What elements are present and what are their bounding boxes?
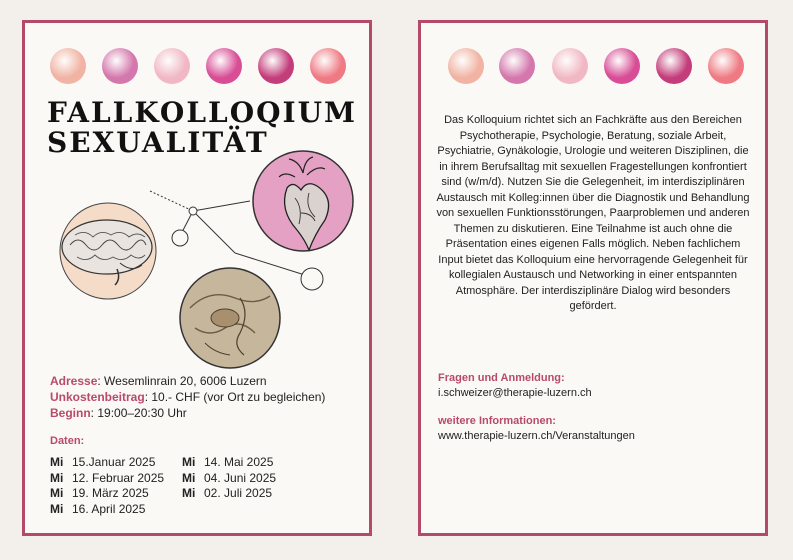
date-item: Mi 02. Juli 2025 bbox=[182, 486, 273, 500]
date-item: Mi 14. Mai 2025 bbox=[182, 455, 274, 469]
watercolor-dot bbox=[448, 48, 484, 84]
address-value: : Wesemlinrain 20, 6006 Luzern bbox=[97, 374, 267, 388]
title-line-2: SEXUALITÄT bbox=[47, 126, 269, 159]
watercolor-dot bbox=[656, 48, 692, 84]
anatomy-illustration bbox=[180, 268, 280, 368]
heart-illustration bbox=[253, 151, 353, 251]
watercolor-dot bbox=[552, 48, 588, 84]
watercolor-dot bbox=[604, 48, 640, 84]
fee-label: Unkostenbeitrag bbox=[50, 390, 145, 404]
fee-line bbox=[50, 389, 325, 405]
start-line bbox=[50, 405, 187, 421]
date-item: Mi 19. März 2025 bbox=[50, 486, 149, 500]
title-line-1: FALLKOLLOQIUM bbox=[47, 96, 357, 129]
contact-heading: Fragen und Anmeldung: bbox=[438, 372, 565, 384]
dates-heading: Daten: bbox=[50, 435, 85, 447]
brain-illustration bbox=[60, 203, 156, 299]
address-label: Adresse bbox=[50, 374, 98, 388]
dates-column-1 bbox=[50, 455, 164, 517]
flyer-back bbox=[418, 20, 768, 536]
contact-email[interactable]: i.schweizer@therapie-luzern.ch bbox=[438, 387, 592, 399]
more-info-link[interactable]: www.therapie-luzern.ch/Veranstaltungen bbox=[438, 430, 635, 442]
date-item: Mi 16. April 2025 bbox=[50, 501, 146, 516]
watercolor-dot bbox=[499, 48, 535, 84]
fee-value: : 10.- CHF (vor Ort zu begleichen) bbox=[144, 390, 326, 404]
date-item: Mi 12. Februar 2025 bbox=[50, 470, 165, 485]
date-item: Mi 04. Juni 2025 bbox=[182, 470, 277, 485]
address-line bbox=[50, 373, 267, 389]
decorative-dots bbox=[421, 48, 765, 88]
description-text: Das Kolloquium richtet sich an Fachkräfte aus den Bereichen Psychotherapie, Psychologie, Beratung, soziale Arbeit, Psychiatrie, Gynäkologie, Urologie und weiteren Disziplinen, die in ihrem Berufsalltag mit sexuellen Fragestellungen konfrontiert sind (w/m/d). Nutzen Sie die Gelegenheit, im interdisziplinären Austausch mit Kolleg:innen über die Diagnostik und Behandlung von sexuellen Funktionsstörungen, Paarproblemen und anderen Themen zu diskutieren. Eine Teilnahme ist auch ohne die Präsentation eines eigenen Falls möglich. Neben fachlichem Input bietet das Kolloquium eine hervorragende Gelegenheit für kollegialen Austausch und Networking in einer entspannten Atmosphäre. Der interdisziplinäre Dialog wird besonders gefördert. bbox=[436, 114, 750, 312]
dates-column-2 bbox=[182, 455, 276, 502]
start-label: Beginn bbox=[50, 406, 91, 420]
date-item: Mi 15.Januar 2025 bbox=[50, 455, 156, 469]
start-value: : 19:00–20:30 Uhr bbox=[90, 406, 187, 420]
flyer-front bbox=[22, 20, 372, 536]
watercolor-dot bbox=[708, 48, 744, 84]
more-info-heading: weitere Informationen: bbox=[438, 415, 556, 427]
